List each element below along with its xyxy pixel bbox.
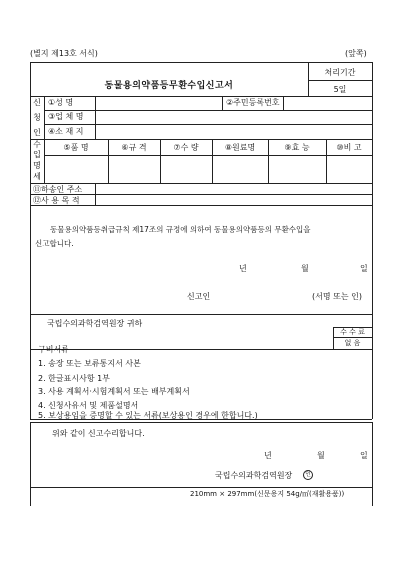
form-title: 동물용의약품등무환수입신고서 (104, 81, 234, 91)
authority-name: 국립수의과학검역원장 (215, 471, 293, 480)
column-remarks: ⑩비 고 (336, 143, 362, 152)
processing-period-label: 처리기간 (324, 68, 356, 77)
page-side: (앞쪽) (345, 49, 367, 58)
document-item: 3. 사용 계획서·시험계획서 또는 배부계획서 (38, 387, 190, 396)
column-spec: ⑥규 격 (121, 143, 147, 152)
fee-label: 수 수 료 (340, 328, 365, 336)
paper-size-footer: 210mm × 297mm(신문용지 54g/㎡(재활용품)) (190, 490, 345, 498)
acceptance-month: 월 (317, 451, 325, 460)
document-item: 2. 한글표시사항 1부 (38, 374, 110, 383)
import-group-char-1: 수 (33, 140, 41, 149)
official-seal-icon (303, 470, 313, 480)
column-product-name: ⑤품 명 (63, 143, 89, 152)
import-group-char-3: 명 (33, 161, 41, 170)
company-label: ③업 체 명 (48, 112, 84, 121)
import-group-char-2: 입 (33, 150, 41, 159)
address-label: ④소 재 지 (48, 127, 84, 136)
applicant-group-char-1: 신 (33, 98, 41, 107)
statement-line-1: 동물용의약품등취급규칙 제17조의 규정에 의하여 동물용의약품등의 무환수입을 (50, 225, 311, 234)
acceptance-year: 년 (264, 451, 272, 460)
seal-char: 인 (303, 470, 313, 480)
processing-period-value: 5일 (333, 85, 347, 94)
applicant-group-char-3: 인 (33, 128, 41, 137)
document-item: 4. 신청사유서 및 제품설명서 (38, 401, 139, 410)
document-item: 1. 송장 또는 보류통지서 사본 (38, 359, 141, 368)
purpose-label: ⑫사 용 목 적 (33, 196, 80, 205)
fee-value: 없 음 (344, 339, 361, 347)
applicant-group-char-2: 청 (33, 113, 41, 122)
name-label: ①성 명 (48, 98, 74, 107)
acceptance-day: 일 (360, 451, 368, 460)
declarant-sign-note: (서명 또는 인) (312, 292, 362, 301)
statement-line-2: 신고합니다. (35, 239, 74, 248)
date-month: 월 (301, 264, 309, 273)
declarant-label: 신고인 (187, 292, 211, 301)
column-efficacy: ⑨효 능 (284, 143, 310, 152)
rrn-label: ②주민등록번호 (226, 98, 280, 107)
date-day: 일 (360, 264, 368, 273)
date-year: 년 (239, 264, 247, 273)
acceptance-text: 위와 같이 신고수리합니다. (52, 429, 145, 438)
addressee: 국립수의과학검역원장 귀하 (47, 319, 143, 328)
form-number: (별지 제13호 서식) (30, 49, 98, 58)
recipient-address-label: ⑪하송인 주소 (33, 185, 83, 194)
document-item: 5. 보상용임을 증명할 수 있는 서류(보상용인 경우에 한합니다.) (38, 411, 258, 420)
documents-title: 구비서류 (38, 345, 69, 354)
column-quantity: ⑦수 량 (173, 143, 199, 152)
import-group-char-4: 세 (33, 172, 41, 181)
column-ingredient: ⑧원료명 (224, 143, 256, 152)
